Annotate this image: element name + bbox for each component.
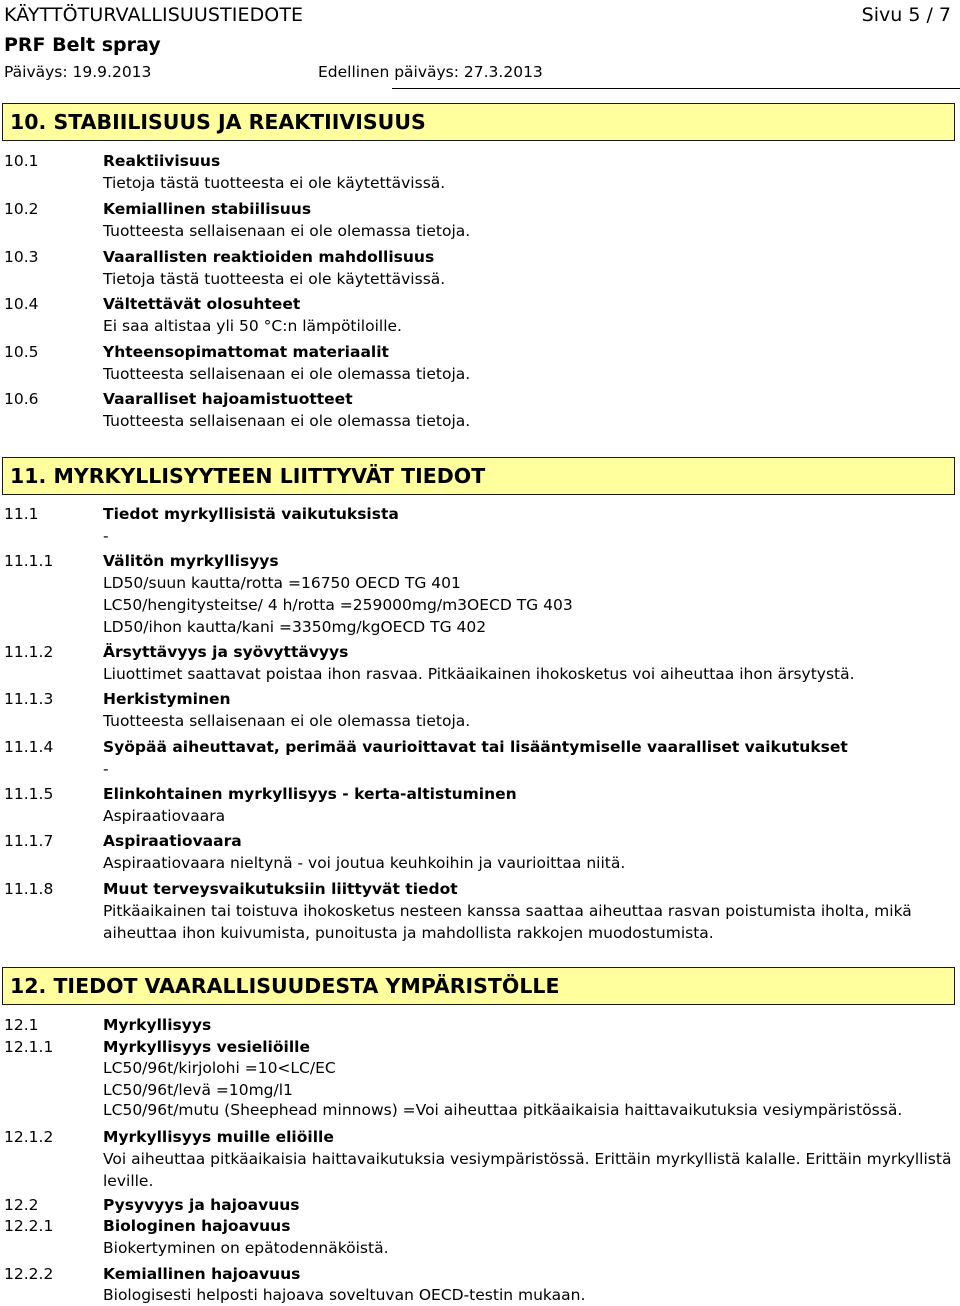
item-number: 11.1.8 (4, 880, 54, 898)
item-text: - (103, 760, 109, 778)
toxicity-value: LD50/ihon kautta/kani =3350mg/kgOECD TG 402 (103, 618, 487, 636)
item-text: Tietoja tästä tuotteesta ei ole käytettävissä. (103, 174, 446, 192)
item-title: Välitön myrkyllisyys (103, 552, 279, 570)
ecotox-value: LC50/96t/levä =10mg/l1 (103, 1081, 293, 1099)
item-number: 10.2 (4, 200, 39, 218)
item-title: Tiedot myrkyllisistä vaikutuksista (103, 505, 399, 523)
item-text: Tuotteesta sellaisenaan ei ole olemassa tietoja. (103, 365, 471, 383)
item-number: 11.1.2 (4, 643, 54, 661)
item-number: 10.5 (4, 343, 39, 361)
toxicity-value: LD50/suun kautta/rotta =16750 OECD TG 401 (103, 574, 461, 592)
item-title: Myrkyllisyys vesieliöille (103, 1038, 310, 1056)
item-title: Aspiraatiovaara (103, 832, 242, 850)
item-title: Yhteensopimattomat materiaalit (103, 343, 389, 361)
item-number: 11.1.4 (4, 738, 54, 756)
item-text: Tuotteesta sellaisenaan ei ole olemassa tietoja. (103, 412, 471, 430)
item-number: 10.3 (4, 248, 39, 266)
item-number: 11.1 (4, 505, 39, 523)
item-title: Vaarallisten reaktioiden mahdollisuus (103, 248, 435, 266)
item-title: Ärsyttävyys ja syövyttävyys (103, 643, 349, 661)
ecotox-value: LC50/96t/mutu (Sheephead minnows) =Voi aiheuttaa pitkäaikaisia haittavaikutuksia vesiympäristössä. (103, 1101, 903, 1119)
item-title: Elinkohtainen myrkyllisyys - kerta-altistuminen (103, 785, 517, 803)
item-title: Biologinen hajoavuus (103, 1217, 291, 1235)
ecotox-value: LC50/96t/kirjolohi =10<LC/EC (103, 1059, 336, 1077)
item-number: 12.2.2 (4, 1265, 54, 1283)
item-title: Myrkyllisyys (103, 1016, 212, 1034)
item-text: Voi aiheuttaa pitkäaikaisia haittavaikutuksia vesiympäristössä. Erittäin myrkyllistä kalalle. Erittäin myrkyllistä leville. (103, 1150, 952, 1190)
item-title: Vaaralliset hajoamistuotteet (103, 390, 353, 408)
previous-date: Edellinen päiväys: 27.3.2013 (318, 63, 543, 81)
item-number: 11.1.3 (4, 690, 54, 708)
item-text: - (103, 527, 109, 545)
item-number: 10.4 (4, 295, 39, 313)
item-text: Liuottimet saattavat poistaa ihon rasvaa. Pitkäaikainen ihokosketus voi aiheuttaa ihon ärsytystä. (103, 665, 855, 683)
item-number: 11.1.1 (4, 552, 54, 570)
page-number: Sivu 5 / 7 (861, 4, 951, 26)
section-11-heading: 11. MYRKYLLISYYTEEN LIITTYVÄT TIEDOT (2, 457, 955, 495)
section-12-heading: 12. TIEDOT VAARALLISUUDESTA YMPÄRISTÖLLE (2, 967, 955, 1005)
item-number: 12.2.1 (4, 1217, 54, 1235)
item-text: Ei saa altistaa yli 50 °C:n lämpötiloille. (103, 317, 402, 335)
item-text: Tietoja tästä tuotteesta ei ole käytettävissä. (103, 270, 446, 288)
item-number: 12.1.2 (4, 1128, 54, 1146)
item-text: Tuotteesta sellaisenaan ei ole olemassa tietoja. (103, 222, 471, 240)
item-title: Kemiallinen stabiilisuus (103, 200, 312, 218)
item-text: Biologisesti helposti hajoava soveltuvan OECD-testin mukaan. (103, 1286, 586, 1304)
issue-date: Päiväys: 19.9.2013 (4, 63, 152, 81)
item-text: Tuotteesta sellaisenaan ei ole olemassa tietoja. (103, 712, 471, 730)
section-10-heading: 10. STABIILISUUS JA REAKTIIVISUUS (2, 103, 955, 141)
item-title: Vältettävät olosuhteet (103, 295, 301, 313)
document-type: KÄYTTÖTURVALLISUUSTIEDOTE (4, 4, 304, 26)
item-number: 10.6 (4, 390, 39, 408)
item-text: Aspiraatiovaara nieltynä - voi joutua keuhkoihin ja vaurioittaa niitä. (103, 854, 626, 872)
item-title: Kemiallinen hajoavuus (103, 1265, 301, 1283)
item-number: 10.1 (4, 152, 39, 170)
item-number: 12.1.1 (4, 1038, 54, 1056)
item-title: Herkistyminen (103, 690, 231, 708)
header-divider (392, 88, 960, 89)
item-number: 12.1 (4, 1016, 39, 1034)
item-title: Reaktiivisuus (103, 152, 221, 170)
item-number: 12.2 (4, 1196, 39, 1214)
item-title: Muut terveysvaikutuksiin liittyvät tiedot (103, 880, 458, 898)
item-number: 11.1.7 (4, 832, 54, 850)
item-title: Pysyvyys ja hajoavuus (103, 1196, 300, 1214)
item-text: Aspiraatiovaara (103, 807, 226, 825)
document-header (0, 0, 960, 92)
item-number: 11.1.5 (4, 785, 54, 803)
item-title: Myrkyllisyys muille eliöille (103, 1128, 334, 1146)
item-text: Pitkäaikainen tai toistuva ihokosketus nesteen kanssa saattaa aiheuttaa rasvan poistumista iholta, mikä aiheuttaa ihon kuivumista, punoitusta ja mahdollista rakkojen muodostumista. (103, 902, 912, 942)
toxicity-value: LC50/hengitysteitse/ 4 h/rotta =259000mg/m3OECD TG 403 (103, 596, 573, 614)
item-text: Biokertyminen on epätodennäköistä. (103, 1239, 389, 1257)
product-name: PRF Belt spray (4, 34, 161, 56)
item-title: Syöpää aiheuttavat, perimää vaurioittavat tai lisääntymiselle vaaralliset vaikutukset (103, 738, 848, 756)
